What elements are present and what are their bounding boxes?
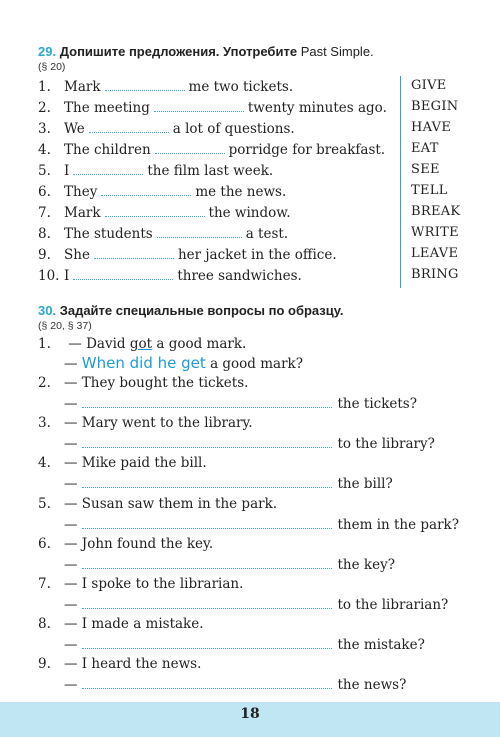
verb-column	[400, 76, 471, 288]
item-number: 6.	[38, 184, 51, 200]
item-number: 2.	[38, 375, 51, 391]
question-tail: the news?	[337, 677, 407, 694]
statement-line	[38, 616, 204, 632]
statement-line	[38, 536, 213, 552]
example-answer	[64, 354, 303, 372]
sentence-row	[38, 225, 288, 245]
statement-text: — Susan saw them in the park.	[64, 495, 278, 512]
question-line	[64, 395, 417, 412]
sentence-start: I	[64, 163, 70, 179]
exercise-30-number: 30.	[38, 303, 57, 318]
sentence-end: her jacket in the office.	[177, 247, 337, 263]
question-line	[64, 435, 435, 452]
sentence-start: Mark	[64, 79, 101, 95]
answer-blank[interactable]	[82, 475, 332, 488]
question-tail: the bill?	[337, 476, 393, 493]
sentence-start: I	[64, 268, 70, 284]
item-number: 2.	[38, 100, 51, 116]
item-number: 8.	[38, 226, 51, 242]
sentence-row	[38, 267, 302, 287]
question-line	[64, 475, 393, 492]
item-number: 3.	[38, 415, 51, 432]
verb-hint: EAT	[411, 141, 439, 156]
answer-blank[interactable]	[82, 636, 332, 649]
item-number: 3.	[38, 121, 51, 137]
sentence-end: a test.	[245, 226, 289, 242]
answer-blank[interactable]	[155, 141, 225, 154]
example-statement	[38, 336, 246, 352]
answer-blank[interactable]	[82, 516, 332, 529]
sentence-row	[38, 141, 385, 161]
verb-hint: LEAVE	[411, 246, 459, 261]
dash: —	[64, 356, 78, 372]
exercise-29-reference: (§ 20)	[38, 61, 66, 73]
statement-text: — I spoke to the librarian.	[64, 576, 244, 592]
exercise-30-heading	[38, 303, 343, 318]
dash: —	[64, 677, 78, 694]
sentence-end: twenty minutes ago.	[247, 100, 387, 116]
question-line	[64, 596, 448, 613]
sentence-end: the film last week.	[147, 163, 274, 179]
answer-blank[interactable]	[73, 162, 143, 175]
answer-blank[interactable]	[82, 395, 332, 408]
sentence-row	[38, 99, 387, 119]
question-line	[64, 556, 395, 573]
statement-line	[38, 576, 243, 592]
item-number: 1.	[38, 79, 51, 95]
item-number: 6.	[38, 535, 51, 552]
answer-blank[interactable]	[105, 204, 205, 217]
answer-blank[interactable]	[82, 435, 332, 448]
sentence-start: Mark	[64, 205, 101, 221]
sentence-end: three sandwiches.	[177, 268, 302, 284]
verb-hint: TELL	[411, 183, 448, 198]
dash: —	[68, 336, 82, 352]
item-number: 5.	[38, 163, 51, 179]
dash: —	[64, 516, 78, 533]
statement-text: — Mary went to the library.	[64, 415, 253, 432]
sentence-row	[38, 120, 295, 140]
verb-hint: SEE	[411, 162, 440, 177]
dash: —	[64, 637, 78, 654]
statement-line	[38, 656, 201, 672]
verb-hint: BRING	[411, 267, 459, 282]
statement-text: — Mike paid the bill.	[64, 455, 207, 472]
item-number: 1.	[38, 336, 51, 352]
example-subject: David	[86, 336, 126, 352]
verb-hint: BEGIN	[411, 99, 459, 114]
handwritten-answer: When did he get	[81, 354, 206, 372]
exercise-29-tense: Past Simple.	[300, 44, 374, 59]
sentence-start: The students	[64, 226, 153, 242]
question-tail: the key?	[337, 556, 395, 573]
sentence-start: She	[64, 247, 90, 263]
sentence-row	[38, 246, 337, 266]
statement-text: — They bought the tickets.	[64, 375, 249, 391]
answer-blank[interactable]	[157, 225, 242, 238]
exercise-29-title: Допишите предложения. Употребите	[59, 44, 298, 59]
answer-blank[interactable]	[73, 267, 173, 280]
answer-blank[interactable]	[89, 120, 169, 133]
item-number: 7.	[38, 205, 51, 221]
example-answer-tail: a good mark?	[210, 356, 303, 372]
statement-line	[38, 496, 277, 512]
dash: —	[64, 476, 78, 493]
item-number: 7.	[38, 576, 51, 592]
verb-hint: GIVE	[411, 78, 447, 93]
answer-blank[interactable]	[94, 246, 174, 259]
item-number: 5.	[38, 495, 51, 512]
verb-hint: WRITE	[411, 225, 459, 240]
question-line	[64, 636, 425, 653]
verb-hint: BREAK	[411, 204, 461, 219]
exercise-29-heading	[38, 44, 374, 59]
dash: —	[64, 556, 78, 573]
item-number: 10.	[38, 268, 60, 284]
answer-blank[interactable]	[82, 596, 332, 609]
exercise-30-title: Задайте специальные вопросы по образцу.	[59, 303, 344, 318]
answer-blank[interactable]	[154, 99, 244, 112]
statement-line	[38, 415, 253, 431]
sentence-end: porridge for breakfast.	[228, 142, 386, 158]
statement-text: — John found the key.	[64, 535, 214, 552]
item-number: 8.	[38, 616, 51, 633]
sentence-start: We	[64, 121, 85, 137]
question-tail: the mistake?	[337, 637, 425, 654]
statement-text: — I heard the news.	[64, 656, 202, 673]
example-object: a good mark.	[156, 336, 247, 352]
sentence-end: a lot of questions.	[172, 121, 295, 137]
exercise-29-number: 29.	[38, 44, 57, 59]
statement-text: — I made a mistake.	[64, 616, 204, 633]
statement-line	[38, 375, 248, 391]
item-number: 9.	[38, 247, 51, 263]
sentence-row	[38, 162, 273, 182]
statement-line	[38, 455, 207, 471]
answer-blank[interactable]	[101, 183, 191, 196]
sentence-row	[38, 78, 293, 98]
exercise-30-reference: (§ 20, § 37)	[38, 320, 92, 332]
item-number: 4.	[38, 142, 51, 158]
question-tail: to the library?	[337, 436, 435, 453]
page-number: 18	[240, 706, 260, 722]
question-tail: the tickets?	[337, 396, 417, 412]
dash: —	[64, 597, 78, 613]
sentence-row	[38, 183, 286, 203]
sentence-start: The meeting	[64, 100, 150, 116]
sentence-end: me the news.	[195, 184, 287, 200]
verb-hint: HAVE	[411, 120, 452, 135]
dash: —	[64, 436, 78, 453]
answer-blank[interactable]	[82, 556, 332, 569]
answer-blank[interactable]	[82, 676, 332, 689]
question-line	[64, 676, 406, 693]
sentence-end: me two tickets.	[188, 79, 294, 95]
question-tail: them in the park?	[337, 516, 459, 533]
dash: —	[64, 396, 78, 412]
sentence-row	[38, 204, 291, 224]
sentence-start: The children	[64, 142, 151, 158]
sentence-end: the window.	[208, 205, 291, 221]
sentence-start: They	[64, 184, 98, 200]
answer-blank[interactable]	[105, 78, 185, 91]
question-line	[64, 516, 459, 533]
item-number: 4.	[38, 455, 51, 472]
underlined-verb: got	[129, 336, 153, 352]
item-number: 9.	[38, 656, 51, 673]
question-tail: to the librarian?	[337, 597, 449, 613]
